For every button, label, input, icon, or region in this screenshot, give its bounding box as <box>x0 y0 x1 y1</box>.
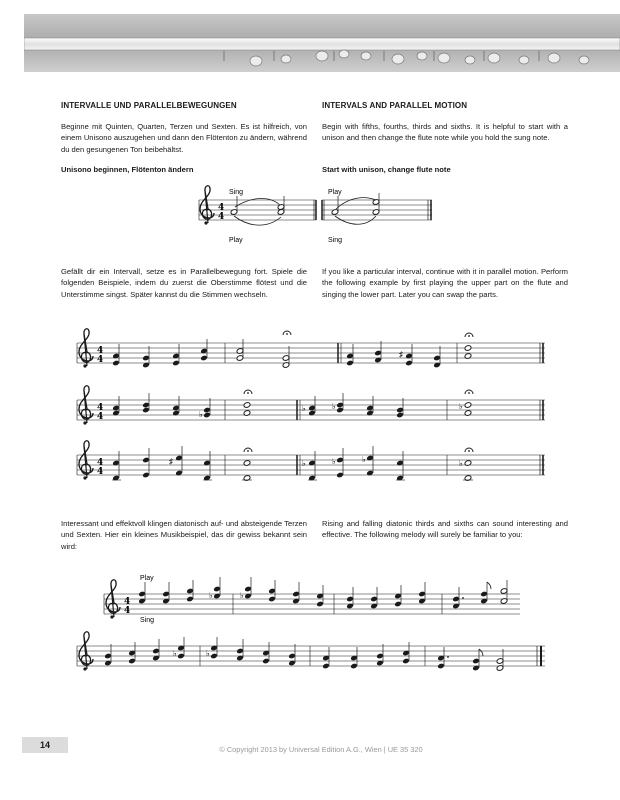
time-sig-bottom: 4 <box>97 412 104 422</box>
melody-label-play: Play <box>140 575 154 582</box>
time-sig-bottom: 4 <box>218 212 225 222</box>
flat-icon: ♭ <box>302 459 306 468</box>
label-sing-upper: Sing <box>229 189 244 196</box>
flat-icon: ♭ <box>459 402 463 411</box>
parallel-system-1 <box>77 329 545 369</box>
copyright-notice: © Copyright 2013 by Universal Edition A.G., Wien | UE 35 320 <box>219 745 423 754</box>
page-number: 14 <box>40 740 51 750</box>
flat-icon: ♭ <box>332 402 336 411</box>
flat-icon: ♭ <box>302 404 306 413</box>
flat-icon: ♭ <box>209 591 213 600</box>
section-title-en: INTERVALS AND PARALLEL MOTION <box>322 101 468 110</box>
parallel-system-2 <box>77 386 545 425</box>
subheading-de: Unisono beginnen, Flötenton ändern <box>61 165 194 174</box>
label-sing-lower: Sing <box>328 237 343 244</box>
subheading-en: Start with unison, change flute note <box>322 165 451 174</box>
time-sig-bottom: 4 <box>97 355 104 365</box>
time-sig-top: 4 <box>97 458 104 468</box>
thirds-paragraph-en: Rising and falling diatonic thirds and sixths can sound interesting and effective. The following melody will surely be familiar to you: <box>322 519 568 540</box>
chord-group <box>112 331 473 368</box>
time-sig-top: 4 <box>124 597 131 607</box>
time-sig-bottom: 4 <box>97 467 104 477</box>
melody-label-sing: Sing <box>140 617 155 624</box>
label-play-upper: Play <box>328 189 342 196</box>
parallel-system-3 <box>77 441 545 482</box>
parallel-paragraph-de: Gefällt dir ein Intervall, setze es in Parallelbewegung fort. Spiele die folgenden Beispiele, indem du zuerst die Oberstimme flötest und die Unterstimme singst. Später kannst du die Stimmen wechseln. <box>61 267 307 299</box>
melody-system-1 <box>104 575 442 624</box>
intro-paragraph-de: Beginne mit Quinten, Quarten, Terzen und Sexten. Es ist hilfreich, von einem Unisono auszugehen und dann den Flötenton zu ändern, während du den gesungenen Ton beibehältst. <box>61 122 307 154</box>
melody-system-2 <box>77 632 545 672</box>
sharp-icon: ♯ <box>169 457 173 466</box>
time-sig-top: 4 <box>218 203 225 213</box>
flat-icon: ♭ <box>362 455 366 464</box>
time-sig-top: 4 <box>97 403 104 413</box>
flat-icon: ♭ <box>332 457 336 466</box>
time-sig-bottom: 4 <box>124 606 131 616</box>
parallel-paragraph-en: If you like a particular interval, continue with it in parallel motion. Perform the following example by first playing the upper part on the flute and singing the lower part. Later you can swap the parts. <box>322 267 568 299</box>
label-play-lower: Play <box>229 237 243 244</box>
flat-icon: ♭ <box>173 649 177 658</box>
section-title-de: INTERVALLE UND PARALLELBEWEGUNGEN <box>61 101 237 110</box>
melody-system-1-end <box>442 580 520 614</box>
flat-icon: ♭ <box>459 459 463 468</box>
intro-paragraph-en: Begin with fifths, fourths, thirds and sixths. It is helpful to start with a unison and then change the flute note while you hold the sung note. <box>322 122 568 143</box>
flat-icon: ♭ <box>240 591 244 600</box>
time-sig-top: 4 <box>97 346 104 356</box>
chord-group <box>138 577 426 609</box>
chord-group <box>112 390 473 419</box>
example1-staff-left <box>199 186 316 244</box>
example1-staff-right <box>322 189 432 244</box>
flat-icon: ♭ <box>206 649 210 658</box>
thirds-paragraph-de: Interessant und effektvoll klingen diatonisch auf- und absteigende Terzen und Sexten. Hier ein kleines Musikbeispiel, das dir gewiss bekannt sein wird: <box>61 519 307 551</box>
chord-group <box>112 446 473 481</box>
sharp-icon: ♯ <box>399 350 403 359</box>
flat-icon: ♭ <box>199 410 203 419</box>
